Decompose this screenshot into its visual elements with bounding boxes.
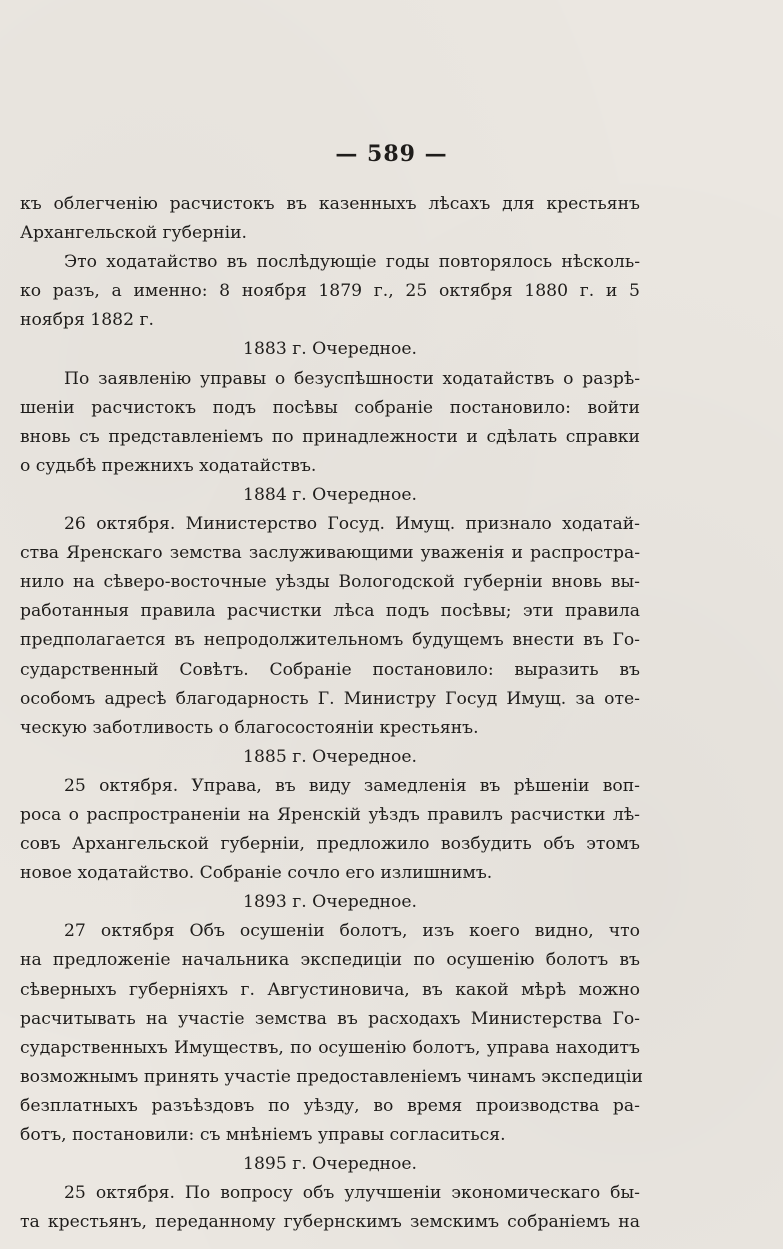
text-line: Это ходатайство въ послѣдующіе годы повторялось нѣсколь- — [64, 252, 640, 273]
text-line: къ облегченію расчистокъ въ казенныхъ лѣсахъ для крестьянъ — [20, 194, 640, 214]
section-heading: 1885 г. Очередное. — [243, 746, 417, 767]
page-number: — 589 — — [335, 141, 448, 167]
text-line: новое ходатайство. Собраніе сочло его излишнимъ. — [20, 863, 493, 884]
text-line: расчитывать на участіе земства въ расходахъ Министерства Го- — [20, 1008, 640, 1029]
text-line: сударственный Совѣтъ. Собраніе постановило: выразить въ — [20, 659, 640, 680]
text-line: на предложеніе начальника экспедиціи по осушенію болотъ въ — [20, 950, 640, 971]
text-line: Архангельской губерніи. — [20, 223, 248, 244]
text-line: безплатныхъ разъѣздовъ по уѣзду, во время производства ра- — [20, 1095, 640, 1116]
text-line: 26 октября. Министерство Госуд. Имущ. признало ходатай- — [64, 514, 640, 535]
text-line: шеніи расчистокъ подъ посѣвы собраніе постановило: войти — [20, 397, 640, 418]
section-heading: 1893 г. Очередное. — [243, 892, 417, 913]
text-line: та крестьянъ, переданному губернскимъ земскимъ собраніемъ на — [20, 1212, 640, 1233]
text-line: ноября 1882 г. — [20, 310, 154, 331]
text-line: ческую заботливость о благосостояніи крестьянъ. — [20, 717, 479, 738]
text-line: 27 октября Объ осушеніи болотъ, изъ коего видно, что — [64, 921, 640, 942]
body-text — [20, 190, 643, 1237]
text-line: предполагается въ непродолжительномъ будущемъ внести въ Го- — [20, 630, 640, 651]
text-line: По заявленію управы о безуспѣшности ходатайствъ о разрѣ- — [64, 368, 640, 389]
text-line: возможнымъ принять участіе предоставленіемъ чинамъ экспедиціи — [20, 1066, 643, 1087]
text-line: вновь съ представленіемъ по принадлежности и сдѣлать справки — [20, 426, 640, 447]
text-line: 25 октября. По вопросу объ улучшеніи экономическаго бы- — [64, 1183, 640, 1204]
text-line: особомъ адресѣ благодарность Г. Министру Госуд Имущ. за оте- — [20, 688, 640, 709]
text-line: нило на сѣверо-восточные уѣзды Вологодской губерніи вновь вы- — [20, 572, 640, 593]
section-heading: 1883 г. Очередное. — [243, 339, 417, 360]
text-line: сударственныхъ Имуществъ, по осушенію болотъ, управа находитъ — [20, 1037, 640, 1058]
text-line: роса о распространеніи на Яренскій уѣздъ правилъ расчистки лѣ- — [20, 804, 640, 825]
text-line: совъ Архангельской губерніи, предложило возбудить объ этомъ — [20, 834, 640, 855]
text-line: ко разъ, а именно: 8 ноября 1879 г., 25 октября 1880 г. и 5 — [20, 281, 640, 302]
text-line: ства Яренскаго земства заслуживающими уваженія и распростра- — [20, 543, 640, 564]
text-line: работанныя правила расчистки лѣса подъ посѣвы; эти правила — [20, 601, 640, 622]
text-line: ботъ, постановили: съ мнѣніемъ управы согласиться. — [20, 1125, 506, 1145]
text-line: сѣверныхъ губерніяхъ г. Августиновича, въ какой мѣрѣ можно — [20, 979, 640, 1000]
text-line: 25 октября. Управа, въ виду замедленія въ рѣшеніи воп- — [64, 775, 640, 796]
section-heading: 1884 г. Очередное. — [243, 484, 417, 505]
section-heading: 1895 г. Очередное. — [243, 1154, 417, 1175]
text-line: о судьбѣ прежнихъ ходатайствъ. — [20, 455, 317, 476]
